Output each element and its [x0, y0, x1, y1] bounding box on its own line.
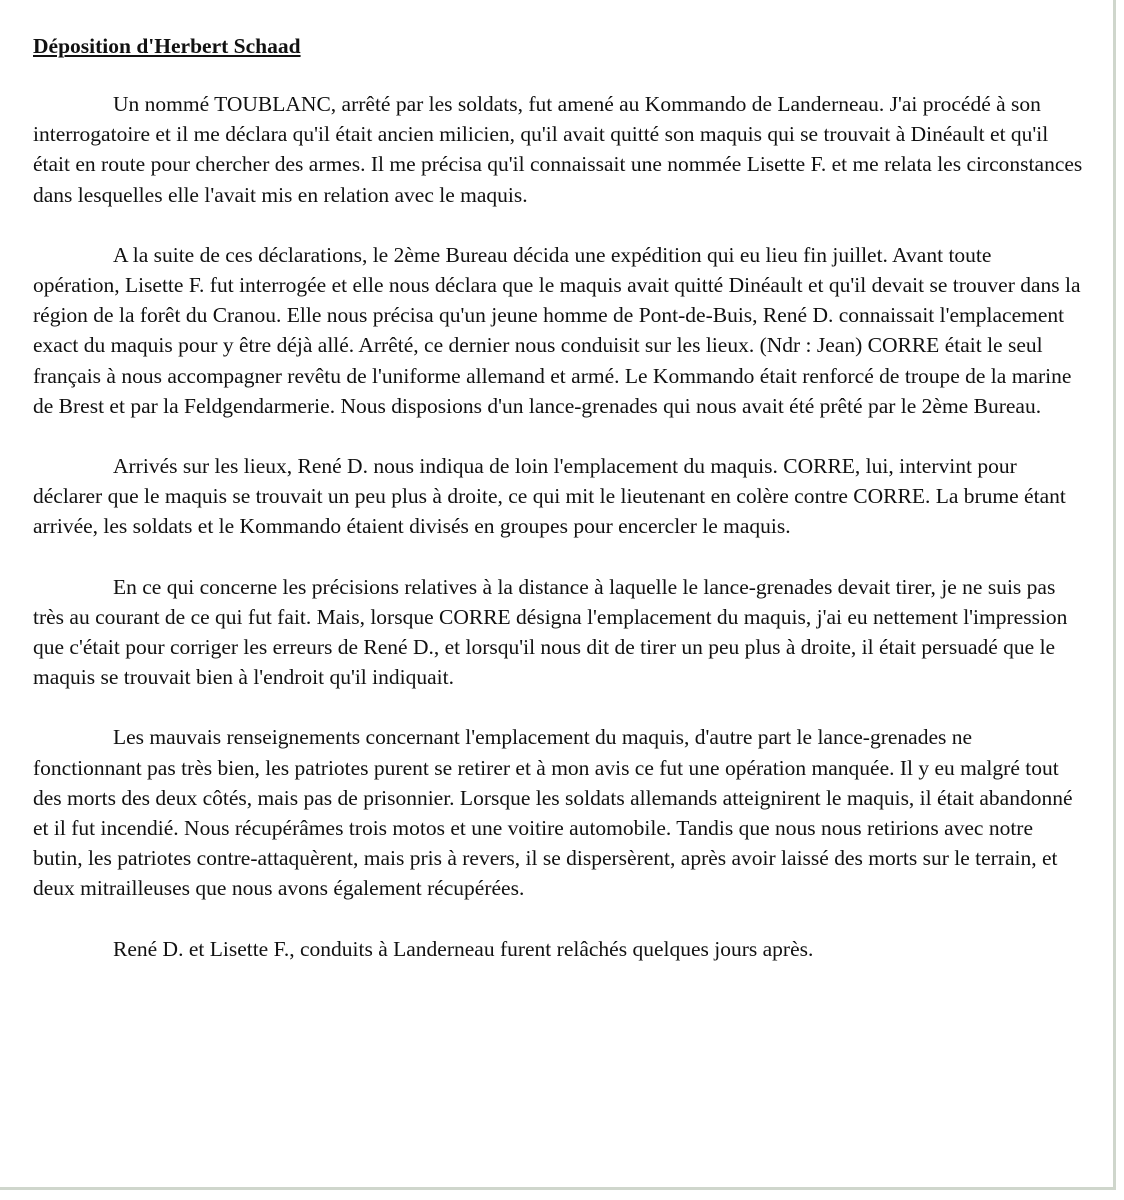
- document-body: [33, 33, 1083, 964]
- paragraph-1: Un nommé TOUBLANC, arrêté par les soldats, fut amené au Kommando de Landerneau. J'ai procédé à son interrogatoire et il me déclara qu'il était ancien milicien, qu'il avait quitté son maquis qui se trouvait à Dinéault et qu'il était en route pour chercher des armes. Il me précisa qu'il connaissait une nommée Lisette F. et me relata les circonstances dans lesquelles elle l'avait mis en relation avec le maquis.: [33, 92, 1083, 207]
- paragraph-2: A la suite de ces déclarations, le 2ème Bureau décida une expédition qui eu lieu fin juillet. Avant toute opération, Lisette F. fut interrogée et elle nous déclara que le maquis avait quitté Dinéault et qu'il devait se trouver dans la région de la forêt du Cranou. Elle nous précisa qu'un jeune homme de Pont-de-Buis, René D. connaissait l'emplacement exact du maquis pour y être déjà allé. Arrêté, ce dernier nous conduisit sur les lieux. (Ndr : Jean) CORRE était le seul français à nous accompagner revêtu de l'uniforme allemand et armé. Le Kommando était renforcé de troupe de la marine de Brest et par la Feldgendarmerie. Nous disposions d'un lance-grenades qui nous avait été prêté par le 2ème Bureau.: [33, 242, 1081, 418]
- paragraph-3: Arrivés sur les lieux, René D. nous indiqua de loin l'emplacement du maquis. CORRE, lui, intervint pour déclarer que le maquis se trouvait un peu plus à droite, ce qui mit le lieutenant en colère contre CORRE. La brume étant arrivée, les soldats et le Kommando étaient divisés en groupes pour encercler le maquis.: [33, 454, 1066, 539]
- document-title: Déposition d'Herbert Schaad: [33, 34, 301, 58]
- paragraph-5: Les mauvais renseignements concernant l'emplacement du maquis, d'autre part le lance-grenades ne fonctionnant pas très bien, les patriotes purent se retirer et à mon avis ce fut une opération manquée. Il y eu malgré tout des morts des deux côtés, mais pas de prisonnier. Lorsque les soldats allemands atteignirent le maquis, il était abandonné et il fut incendié. Nous récupérâmes trois motos et une voitire automobile. Tandis que nous nous retirions avec notre butin, les patriotes contre-attaquèrent, mais pris à revers, il se dispersèrent, après avoir laissé des morts sur le terrain, et deux mitrailleuses que nous avons également récupérées.: [33, 725, 1073, 901]
- paragraph-6: René D. et Lisette F., conduits à Landerneau furent relâchés quelques jours après.: [113, 936, 814, 961]
- paragraph-4: En ce qui concerne les précisions relatives à la distance à laquelle le lance-grenades devait tirer, je ne suis pas très au courant de ce qui fut fait. Mais, lorsque CORRE désigna l'emplacement du maquis, j'ai eu nettement l'impression que c'était pour corriger les erreurs de René D., et lorsqu'il nous dit de tirer un peu plus à droite, il était persuadé que le maquis se trouvait bien à l'endroit qu'il indiquait.: [33, 574, 1068, 690]
